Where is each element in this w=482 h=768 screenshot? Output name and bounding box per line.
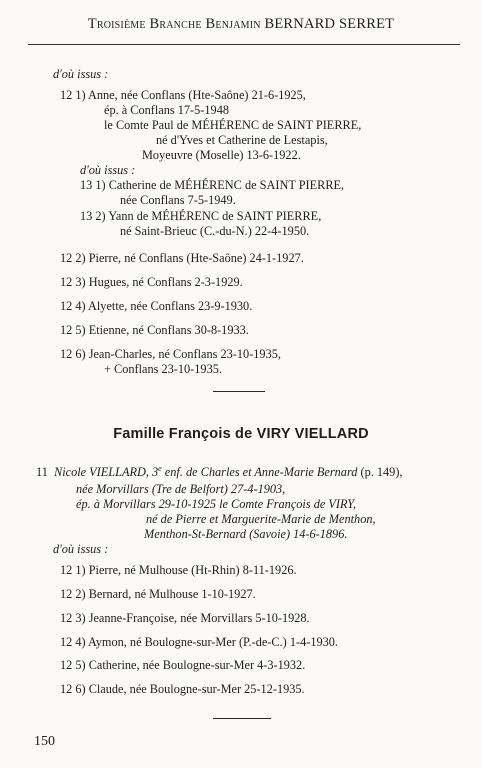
entry-line: Moyeuvre (Moselle) 13-6-1922. — [142, 148, 301, 162]
running-header — [22, 16, 460, 33]
douissus-label: d'où issus : — [53, 67, 109, 81]
entry-line: 12 5) Etienne, né Conflans 30-8-1933. — [60, 323, 249, 337]
entry-line: 13 2) Yann de MÉHÉRENC de SAINT PIERRE, — [80, 209, 322, 223]
section-separator — [213, 718, 271, 719]
entry-line: 12 1) Anne, née Conflans (Hte-Saône) 21-6-1925, — [60, 88, 306, 102]
entry-line: le Comte Paul de MÉHÉRENC de SAINT PIERRE, — [104, 118, 362, 132]
entry-line: né Saint-Brieuc (C.-du-N.) 22-4-1950. — [120, 224, 310, 238]
douissus-label: d'où issus : — [53, 542, 109, 556]
entry-line-nicole — [36, 461, 403, 480]
entry-line: Menthon-St-Bernard (Savoie) 14-6-1896. — [144, 527, 348, 541]
header-rule — [28, 44, 460, 45]
entry-line: 13 1) Catherine de MÉHÉRENC de SAINT PIERRE, — [80, 178, 345, 192]
entry-line: 12 6) Claude, née Boulogne-sur-Mer 25-12-1935. — [60, 682, 305, 696]
entry-line: 12 3) Hugues, né Conflans 2-3-1929. — [60, 275, 243, 289]
entry-line: 12 3) Jeanne-Françoise, née Morvillars 5-10-1928. — [60, 611, 310, 625]
entry-line: ép. à Conflans 17-5-1948 — [104, 103, 229, 117]
entry-line: né de Pierre et Marguerite-Marie de Menthon, — [146, 512, 376, 526]
header-branch-label: Troisième Branche Benjamin — [87, 16, 261, 32]
entry-line: née Morvillars (Tre de Belfort) 27-4-1903, — [76, 482, 286, 496]
entry-line: 12 6) Jean-Charles, né Conflans 23-10-1935, — [60, 347, 281, 361]
section-separator — [213, 391, 265, 392]
nicole-ordinal: e — [158, 464, 162, 473]
nicole-name: Nicole VIELLARD, 3 — [54, 465, 159, 480]
nicole-parents: enf. de Charles et Anne-Marie Bernard — [161, 465, 358, 480]
entry-line: née Conflans 7-5-1949. — [120, 193, 236, 207]
entry-line: ép. à Morvillars 29-10-1925 le Comte François de VIRY, — [76, 497, 357, 511]
family-title: Famille François de VIRY VIELLARD — [113, 426, 369, 442]
entry-line: + Conflans 23-10-1935. — [104, 362, 222, 376]
entry-line: né d'Yves et Catherine de Lestapis, — [156, 133, 328, 147]
entry-line: 12 4) Alyette, née Conflans 23-9-1930. — [60, 299, 253, 313]
douissus-label: d'où issus : — [80, 163, 136, 177]
generation-number: 11 — [36, 465, 48, 480]
page-number: 150 — [34, 734, 55, 749]
header-family-name: BERNARD SERRET — [264, 16, 395, 32]
entry-line: 12 1) Pierre, né Mulhouse (Ht-Rhin) 8-11-1926. — [60, 563, 297, 577]
entry-line: 12 2) Bernard, né Mulhouse 1-10-1927. — [60, 587, 256, 601]
nicole-page-ref: (p. 149), — [357, 465, 403, 480]
entry-line: 12 2) Pierre, né Conflans (Hte-Saône) 24-1-1927. — [60, 251, 304, 265]
entry-line: 12 5) Catherine, née Boulogne-sur-Mer 4-3-1932. — [60, 658, 306, 672]
entry-line: 12 4) Aymon, né Boulogne-sur-Mer (P.-de-C.) 1-4-1930. — [60, 635, 338, 649]
